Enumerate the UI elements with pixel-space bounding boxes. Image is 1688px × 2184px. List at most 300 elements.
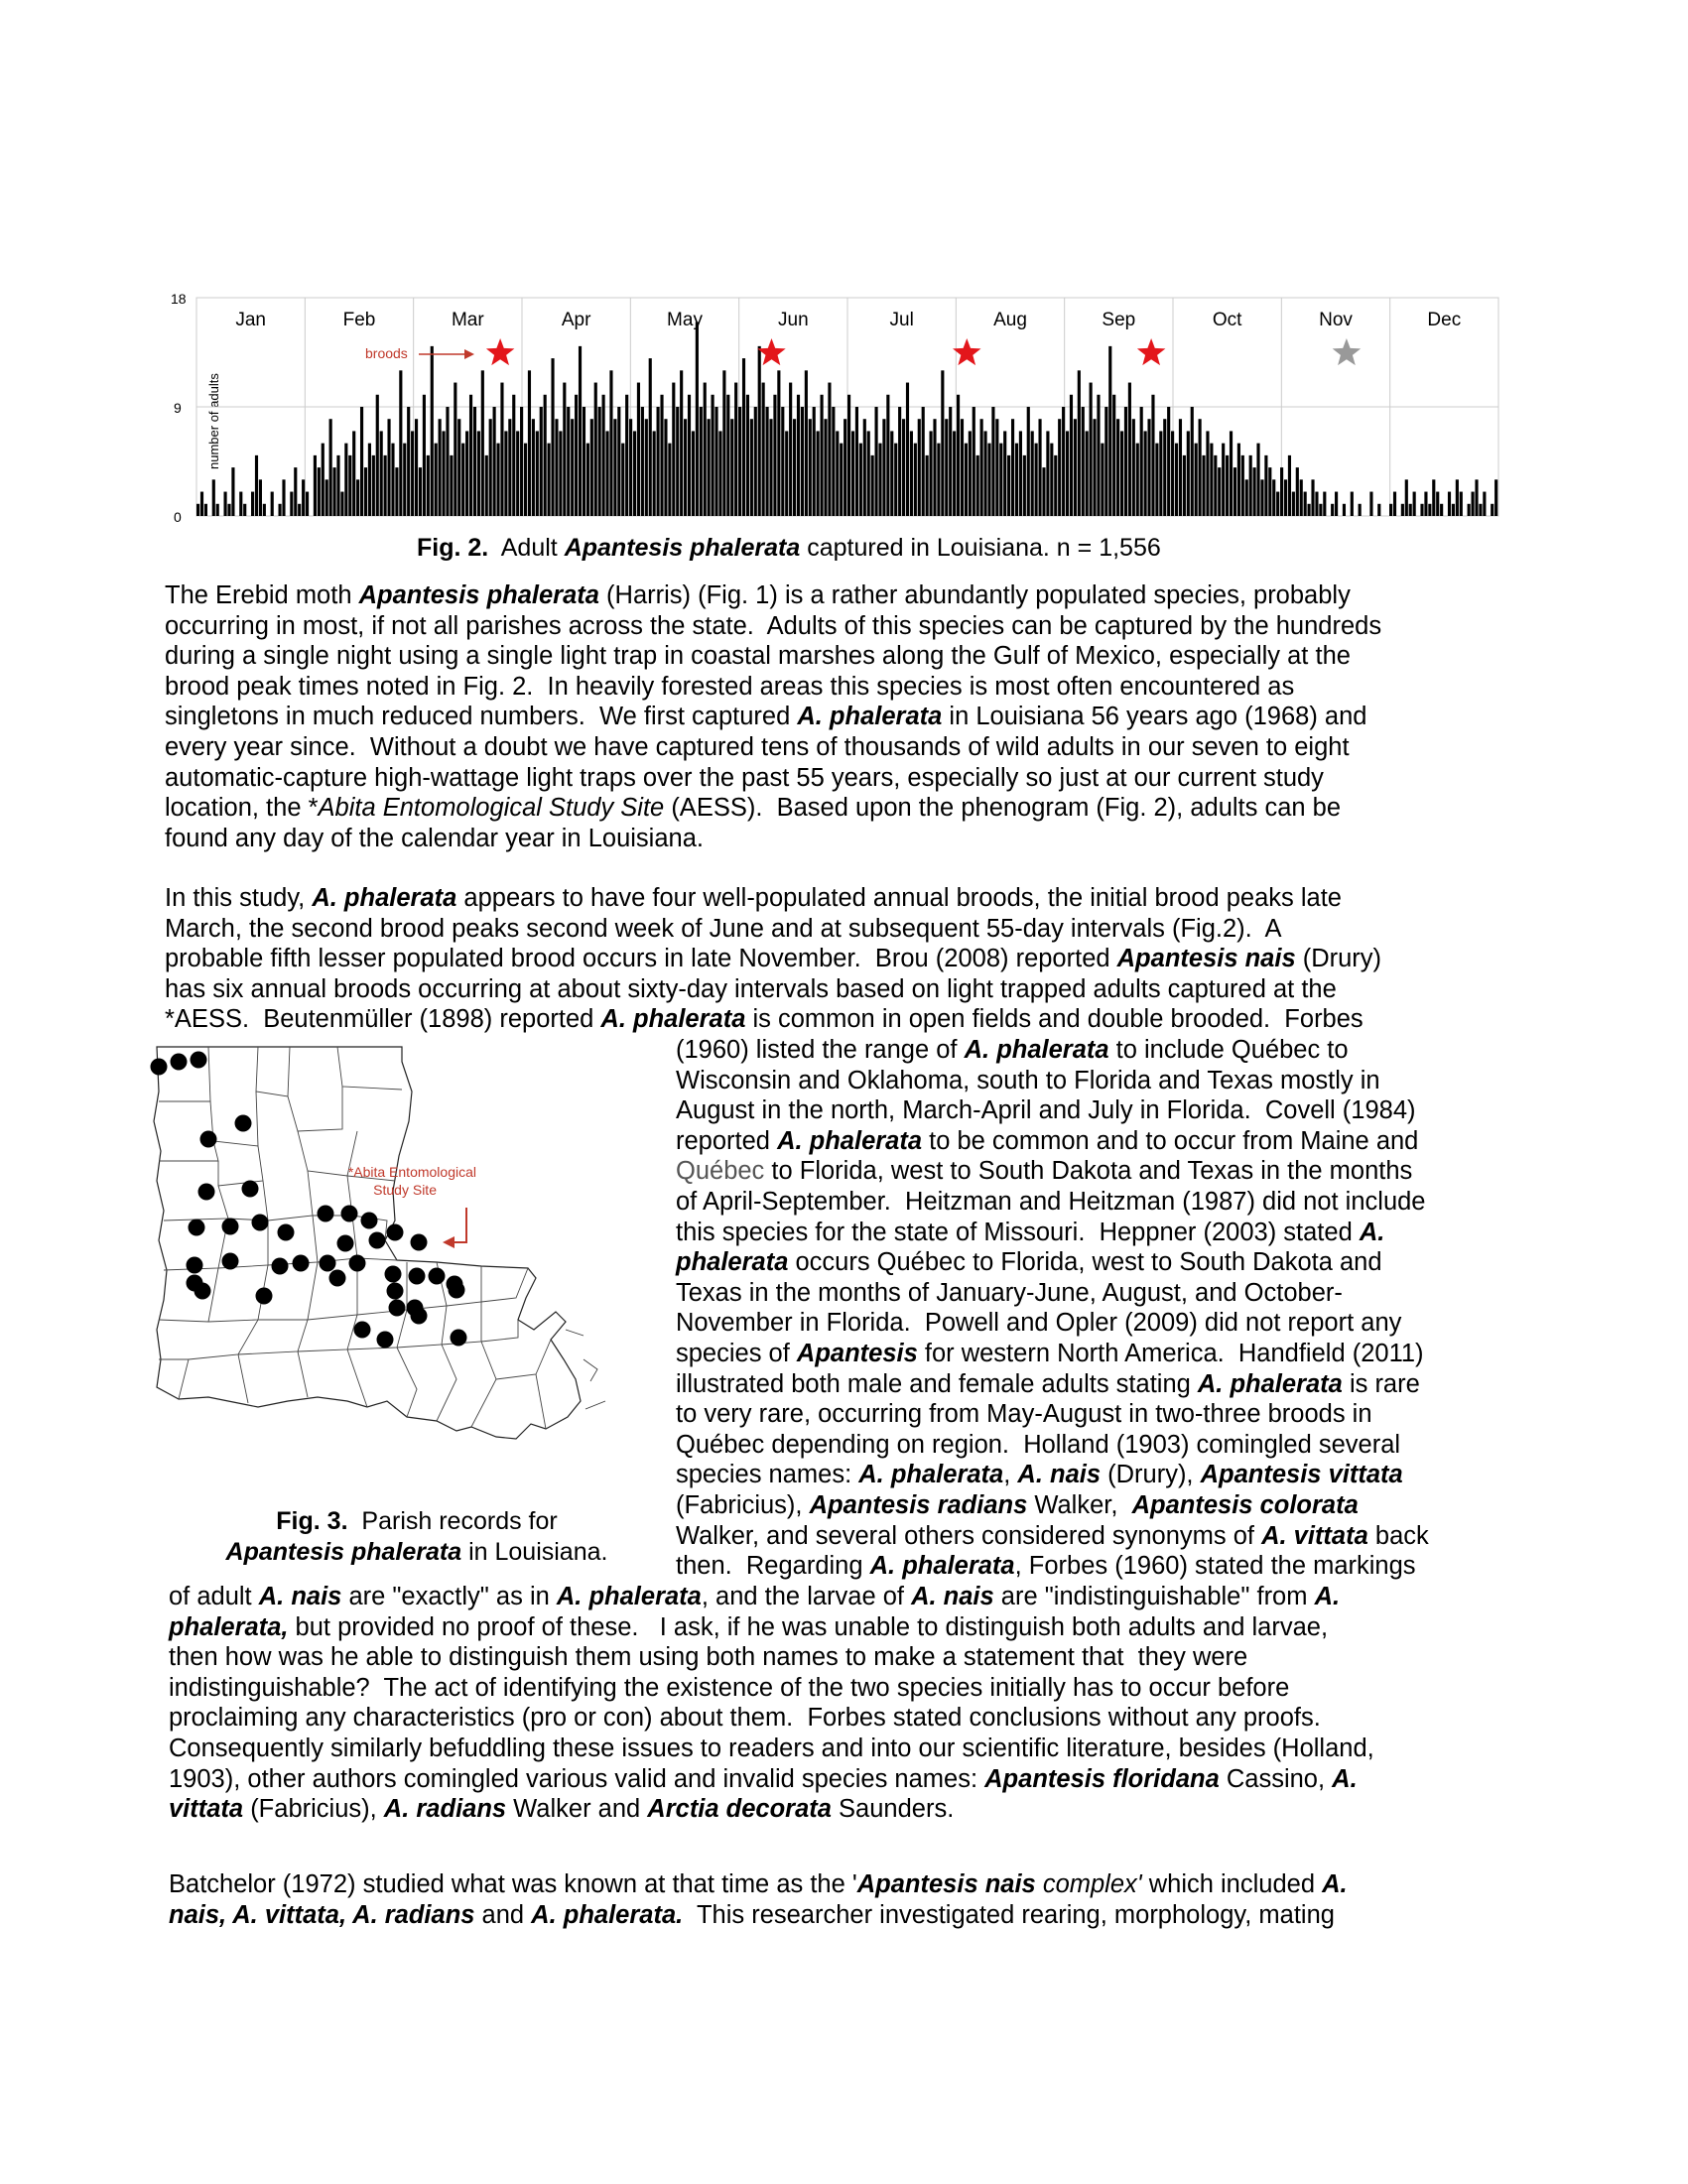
bar <box>1070 395 1073 516</box>
bar <box>1042 467 1045 516</box>
month-label-nov: Nov <box>1319 310 1353 330</box>
bar <box>336 455 339 516</box>
bar <box>1128 383 1131 516</box>
bar <box>216 504 219 516</box>
bar <box>1097 395 1100 516</box>
bar <box>801 407 804 516</box>
bar <box>461 444 464 516</box>
bar <box>633 431 636 516</box>
month-label-jan: Jan <box>235 310 266 330</box>
bar <box>680 370 683 516</box>
bar <box>1108 346 1111 516</box>
bar <box>718 431 721 516</box>
bar <box>1046 431 1049 516</box>
bar <box>403 444 406 516</box>
site-label-1: *Abita Entomological <box>347 1164 476 1180</box>
bar <box>1082 407 1085 516</box>
bar <box>653 431 656 516</box>
bar <box>874 407 877 516</box>
bar <box>442 431 445 516</box>
bar <box>1268 467 1271 516</box>
bar <box>532 419 535 516</box>
bar <box>1448 492 1451 516</box>
bar <box>1272 479 1275 516</box>
bar <box>1120 431 1123 516</box>
month-label-sep: Sep <box>1102 310 1136 330</box>
bar <box>1230 431 1233 516</box>
bar <box>340 492 343 516</box>
bar <box>758 346 761 516</box>
bar <box>322 444 325 516</box>
bar <box>1187 431 1190 516</box>
bar <box>1479 504 1482 516</box>
bar <box>1323 492 1326 516</box>
bar <box>922 407 925 516</box>
bar <box>1472 492 1475 516</box>
bar <box>863 419 866 516</box>
bar <box>902 419 905 516</box>
bar <box>672 383 675 516</box>
bar <box>1214 455 1217 516</box>
bar <box>851 431 854 516</box>
bar <box>407 407 410 516</box>
bar <box>855 407 858 516</box>
bar <box>427 455 430 516</box>
bar <box>360 407 363 516</box>
state-outline <box>154 1047 581 1439</box>
bar <box>314 455 317 516</box>
bar <box>493 407 496 516</box>
bar <box>878 444 881 516</box>
bar <box>1206 431 1209 516</box>
bar <box>1136 444 1139 516</box>
paragraph-1: The Erebid moth Apantesis phalerata (Harris) (Fig. 1) is a rather abundantly populated species, probably occurring in most, if not all parishes across the state. Adults of this species can be captured by the hundreds during a single night using a single light trap in coastal marshes along the Gulf of Mexico, especially at the brood peak times noted in Fig. 2. In heavily forested areas this species is most often encountered as singletons in much reduced numbers. We first captured A. phalerata in Louisiana 56 years ago (1968) and every year since. Without a doubt we have captured tens of thousands of wild adults in our seven to eight automatic-capture high-wattage light traps over the past 55 years, especially so just at our current study location, the *Abita Entomological Study Site (AESS). Based upon the phenogram (Fig. 2), adults can be found any day of the calendar year in Louisiana. <box>165 581 1382 852</box>
bar <box>435 444 438 516</box>
bar <box>1288 455 1291 516</box>
bar <box>1300 479 1303 516</box>
bar <box>387 419 390 516</box>
bar <box>395 467 398 516</box>
bar <box>726 395 729 516</box>
bar <box>805 370 808 516</box>
bar <box>629 419 632 516</box>
paragraph-2: In this study, A. phalerata appears to have four well-populated annual broods, the initial brood peaks late March, the second brood peaks second week of June and at subsequent 55-day intervals (Fig.2). A probable fifth lesser populated brood occurs in late November. Brou (2008) reported Apantesis nais (Drury) has six annual broods occurring at about sixty-day intervals based on light trapped adults captured at the *AESS. Beutenmüller (1898) reported A. phalerata is common in open fields and double brooded. Forbes <box>165 884 1382 1034</box>
bar <box>1218 467 1221 516</box>
bar <box>332 467 335 516</box>
bar <box>450 455 453 516</box>
bar <box>1280 467 1283 516</box>
bar <box>773 395 776 516</box>
bar <box>1308 504 1311 516</box>
bar <box>548 444 551 516</box>
bar <box>871 455 874 516</box>
bar <box>583 407 585 516</box>
month-label-jul: Jul <box>889 310 914 330</box>
bar <box>1377 504 1380 516</box>
bar <box>454 383 456 516</box>
bar <box>844 419 846 516</box>
bar <box>1241 455 1244 516</box>
bar <box>544 395 547 516</box>
bar <box>1245 479 1248 516</box>
bar <box>227 504 230 516</box>
bar <box>1389 504 1392 516</box>
bar <box>223 492 226 516</box>
bar <box>239 492 242 516</box>
bar <box>1304 492 1307 516</box>
bar <box>769 419 772 516</box>
bar <box>1195 444 1198 516</box>
bar <box>965 444 968 516</box>
bar <box>730 419 733 516</box>
bar <box>415 419 418 516</box>
bar <box>457 419 460 516</box>
fig2-pre: Adult <box>500 534 558 562</box>
month-label-dec: Dec <box>1427 310 1462 330</box>
bar <box>1093 419 1096 516</box>
bar <box>1116 419 1119 516</box>
bar <box>824 419 827 516</box>
bar <box>1331 504 1334 516</box>
bar <box>384 455 387 516</box>
bar <box>1019 431 1022 516</box>
bar <box>1175 444 1178 516</box>
bar <box>664 419 667 516</box>
bar <box>649 358 652 516</box>
bar <box>1171 431 1174 516</box>
bar <box>298 504 301 516</box>
bar <box>1147 419 1150 516</box>
bar <box>898 407 901 516</box>
bar <box>817 431 820 516</box>
paragraph-2-bottom: of adult A. nais are "exactly" as in A. phalerata, and the larvae of A. nais are "indistinguishable" from A. phalerata, but provided no proof of these. I ask, if he was unable to distinguish both adults and larvae, then how was he able to distinguish them using both names to make a statement that they were indistinguishable? The act of identifying the existence of the two species initially has to occur before proclaiming any characteristics (pro or con) about them. Forbes stated conclusions without any proofs. Consequently similarly befuddling these issues to readers and into our scientific literature, besides (Holland, 1903), other authors comingled various valid and invalid species names: Apantesis floridana Cassino, A. vittata (Fabricius), A. radians Walker and Arctia decorata Saunders. <box>169 1583 1374 1824</box>
bar <box>1132 419 1135 516</box>
bar <box>684 419 687 516</box>
bar <box>746 395 749 516</box>
bar <box>867 431 870 516</box>
bar <box>945 419 948 516</box>
bar <box>712 395 714 516</box>
bar <box>797 395 800 516</box>
bar <box>575 395 578 516</box>
bar <box>1124 407 1127 516</box>
bar <box>1058 419 1061 516</box>
bar <box>906 383 909 516</box>
bar <box>1191 407 1194 516</box>
bar <box>1101 444 1104 516</box>
bar <box>282 479 285 516</box>
bar <box>762 383 765 516</box>
bar <box>1420 504 1423 516</box>
brood-star <box>1137 338 1166 365</box>
bar <box>609 370 612 516</box>
paragraph-2-right: (1960) listed the range of A. phalerata to include Québec to Wisconsin and Oklahoma, south to Florida and Texas mostly in August in the north, March-April and July in Florida. Covell (1984) reported A. phalerata to be common and to occur from Maine and Québec to Florida, west to South Dakota and Texas in the months of April-September. Heitzman and Heitzman (1987) did not include this species for the state of Missouri. Heppner (2003) stated A. phalerata occurs Québec to Florida, west to South Dakota and Texas in the months of January-June, August, and October- November in Florida. Powell and Opler (2009) did not report any species of Apantesis for western North America. Handfield (2011) illustrated both male and female adults stating A. phalerata is rare to very rare, occurring from May-August in two-three broods in Québec depending on region. Holland (1903) comingled several species names: A. phalerata, A. nais (Drury), Apantesis vittata (Fabricius), Apantesis radians Walker, Apantesis colorata Walker, and several others considered synonyms of A. vittata back then. Regarding A. phalerata, Forbes (1960) stated the markings <box>676 1036 1429 1581</box>
bar <box>983 431 986 516</box>
bar <box>1452 504 1455 516</box>
bar <box>399 370 402 516</box>
bar <box>504 431 507 516</box>
bar <box>1468 504 1471 516</box>
parish-boundaries <box>159 1047 551 1429</box>
fig3-line2-post: in Louisiana. <box>468 1538 608 1566</box>
fig2-species: Apantesis phalerata <box>564 534 801 562</box>
bar <box>446 407 449 516</box>
parish-record-dots <box>151 1052 467 1349</box>
bar <box>637 383 640 516</box>
bar <box>411 431 414 516</box>
paragraph-3: Batchelor (1972) studied what was known at that time as the 'Apantesis nais complex' which included A. nais, A. vittata, A. radians and A. phalerata. This researcher investigated rearing, morphology, mating <box>169 1870 1348 1929</box>
bar <box>1253 467 1256 516</box>
bar <box>1104 407 1107 516</box>
bar <box>1151 395 1154 516</box>
bar <box>1202 455 1205 516</box>
fig3-species: Apantesis phalerata <box>225 1538 462 1566</box>
broods-arrowhead <box>464 349 474 359</box>
fig2-caption <box>417 533 1161 563</box>
bar <box>995 419 998 516</box>
bar <box>1249 455 1252 516</box>
brood-star <box>757 338 786 365</box>
bar <box>813 407 816 516</box>
bar <box>708 419 711 516</box>
bar <box>512 395 515 516</box>
bar <box>987 444 990 516</box>
site-label-2: Study Site <box>373 1182 437 1198</box>
bar <box>251 492 254 516</box>
site-arrowhead <box>443 1236 454 1248</box>
bar <box>439 419 442 516</box>
bar <box>1359 504 1362 516</box>
bar <box>1054 455 1057 516</box>
bar <box>957 395 960 516</box>
bar <box>1440 504 1443 516</box>
fig3-caption <box>189 1506 645 1568</box>
phenogram-chart <box>149 286 1518 529</box>
bar <box>914 444 917 516</box>
bar <box>419 467 422 516</box>
bar <box>368 444 371 516</box>
bar <box>567 407 570 516</box>
bar <box>290 492 293 516</box>
bar <box>1296 467 1299 516</box>
bar <box>641 407 644 516</box>
bar <box>306 492 309 516</box>
bar <box>1167 407 1170 516</box>
bar <box>555 419 558 516</box>
bar <box>1284 479 1287 516</box>
bar <box>645 419 648 516</box>
bar <box>929 431 932 516</box>
bar <box>1401 504 1404 516</box>
bar <box>200 492 203 516</box>
bar <box>1405 479 1408 516</box>
bar <box>602 395 605 516</box>
bar <box>976 455 979 516</box>
bar <box>793 419 796 516</box>
bar <box>579 346 582 516</box>
bar <box>605 431 608 516</box>
bar <box>660 395 663 516</box>
bar <box>344 444 347 516</box>
bar <box>1035 444 1038 516</box>
bar <box>750 419 753 516</box>
bar <box>1078 370 1081 516</box>
bar <box>376 395 379 516</box>
bar <box>613 419 616 516</box>
bar <box>243 504 246 516</box>
bar <box>953 431 956 516</box>
fig2-label: Fig. 2. <box>417 534 489 562</box>
bar <box>551 358 554 516</box>
month-label-aug: Aug <box>993 310 1027 330</box>
bar <box>352 431 355 516</box>
broods-annotation: broods <box>365 345 408 361</box>
bar <box>1409 504 1412 516</box>
bar <box>1050 444 1053 516</box>
bar <box>528 370 531 516</box>
bar <box>586 444 589 516</box>
bar <box>481 370 484 516</box>
bar <box>949 407 952 516</box>
bar <box>840 444 843 516</box>
bar <box>1335 492 1338 516</box>
bar <box>1413 492 1416 516</box>
bar <box>777 370 780 516</box>
bar <box>785 431 788 516</box>
bar <box>1140 407 1143 516</box>
bar <box>704 383 707 516</box>
bar <box>196 504 199 516</box>
bar <box>477 431 480 516</box>
bar <box>1015 444 1018 516</box>
bar <box>485 455 488 516</box>
bar <box>847 395 850 516</box>
bar <box>391 444 394 516</box>
bar <box>688 395 691 516</box>
fig2-post: captured in Louisiana. n = 1,556 <box>807 534 1161 562</box>
bar <box>1483 492 1486 516</box>
bar <box>1144 431 1147 516</box>
bar <box>520 407 523 516</box>
bar <box>696 321 699 516</box>
bar <box>657 407 660 516</box>
bar <box>1432 479 1435 516</box>
bar <box>1112 395 1115 516</box>
bar <box>754 407 757 516</box>
bar <box>1237 444 1240 516</box>
bar <box>348 455 351 516</box>
bar <box>1226 455 1229 516</box>
bar <box>961 419 964 516</box>
brood-star <box>953 338 981 365</box>
bar <box>259 479 262 516</box>
bar <box>836 431 839 516</box>
bar <box>809 419 812 516</box>
bar <box>496 444 499 516</box>
bar <box>991 407 994 516</box>
bar <box>255 455 258 516</box>
bar <box>1491 504 1493 516</box>
bar <box>278 504 281 516</box>
bar <box>1315 492 1318 516</box>
bar <box>969 431 972 516</box>
fig3-line1: Parish records for <box>361 1507 558 1535</box>
y-tick-0: 0 <box>174 509 182 525</box>
bar <box>231 467 234 516</box>
bar <box>1428 504 1431 516</box>
bar <box>1222 444 1225 516</box>
bar <box>621 444 624 516</box>
bar <box>325 479 328 516</box>
bar <box>263 504 266 516</box>
bar <box>1260 479 1263 516</box>
bar <box>973 407 975 516</box>
bar <box>1276 492 1279 516</box>
bar <box>1292 492 1295 516</box>
fig3-label: Fig. 3. <box>276 1507 348 1535</box>
bar <box>738 407 741 516</box>
bar <box>431 346 434 516</box>
bar <box>524 444 527 516</box>
bar <box>364 467 367 516</box>
bar <box>489 419 492 516</box>
bar <box>1066 431 1069 516</box>
bar <box>598 407 601 516</box>
bar <box>1159 431 1162 516</box>
bar <box>1343 504 1346 516</box>
month-label-apr: Apr <box>561 310 591 330</box>
bar <box>372 455 375 516</box>
bar <box>886 395 889 516</box>
bar <box>781 407 784 516</box>
bar <box>423 395 426 516</box>
bar <box>1456 479 1459 516</box>
bar <box>859 444 862 516</box>
bar <box>1256 444 1259 516</box>
bar <box>1319 504 1322 516</box>
bar <box>1007 455 1010 516</box>
bar <box>563 383 566 516</box>
bar <box>465 431 468 516</box>
bar <box>617 407 620 516</box>
bar <box>500 383 503 516</box>
bar <box>1023 455 1026 516</box>
bar <box>1264 455 1267 516</box>
lesser-brood-star <box>1333 338 1362 365</box>
bar <box>1436 492 1439 516</box>
month-label-feb: Feb <box>342 310 376 330</box>
bar <box>594 383 597 516</box>
bar <box>625 395 628 516</box>
bar <box>692 431 695 516</box>
bar <box>473 407 476 516</box>
bar <box>1369 492 1372 516</box>
bar <box>890 431 893 516</box>
bar <box>559 431 562 516</box>
bar <box>380 431 383 516</box>
louisiana-parish-map <box>139 1032 655 1498</box>
brood-star <box>486 338 515 365</box>
bar <box>356 479 359 516</box>
bar <box>941 370 944 516</box>
bar <box>1011 419 1014 516</box>
bar <box>832 407 835 516</box>
bar <box>329 419 332 516</box>
bar <box>894 444 897 516</box>
bar <box>676 407 679 516</box>
y-tick-18: 18 <box>171 291 187 307</box>
bar <box>1086 431 1089 516</box>
